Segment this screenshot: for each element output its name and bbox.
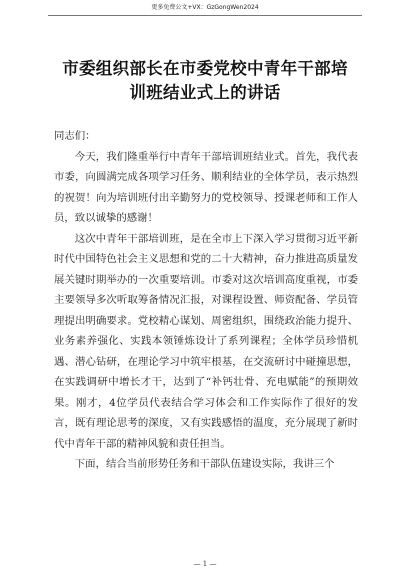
document-title: 市委组织部长在市委党校中青年干部培训班结业式上的讲话: [62, 59, 348, 102]
header-divider: [48, 15, 362, 16]
salutation: 同志们：: [54, 130, 96, 142]
paragraph-2: 这次中青年干部培训班，是在全市上下深入学习贯彻习近平新时代中国特色社会主义思想和党的二十大精神，奋力推进高质量发展关键时期举办的一次重要培训。市委对这次培训高度重视，市委主要领导多次听取筹备情况汇报，对课程设置、师资配备、学员管理提出明确要求。党校精心谋划、周密组织，围绕政治能力提升、业务素养强化、实践本领锤炼设计了系列课程；全体学员珍惜机遇、潜心钻研，在理论学习中筑牢根基，在交流研讨中碰撞思想，在实践调研中增长才干，达到了“补钙壮骨、充电赋能”的预期效果。刚才，4位学员代表结合学习体会和工作实际作了很好的发言，既有理论思考的深度，又有实践感悟的温度，充分展现了新时代中青年干部的精神风貌和责任担当。: [54, 232, 358, 450]
header-note: 更多免费公文+VX：GzGongWen2024: [151, 4, 259, 11]
paragraph-1: 今天，我们隆重举行中青年干部培训班结业式。首先，我代表市委，向圆满完成各项学习任务、顺利结业的全体学员，表示热烈的祝贺！向为培训班付出辛勤努力的党校领导、授课老师和工作人员，致以诚挚的感谢！: [54, 150, 358, 224]
paragraph-3: 下面，结合当前形势任务和干部队伍建设实际，我讲三个: [74, 458, 335, 470]
page-number: — 1 —: [193, 560, 217, 568]
document-body: [54, 126, 358, 475]
